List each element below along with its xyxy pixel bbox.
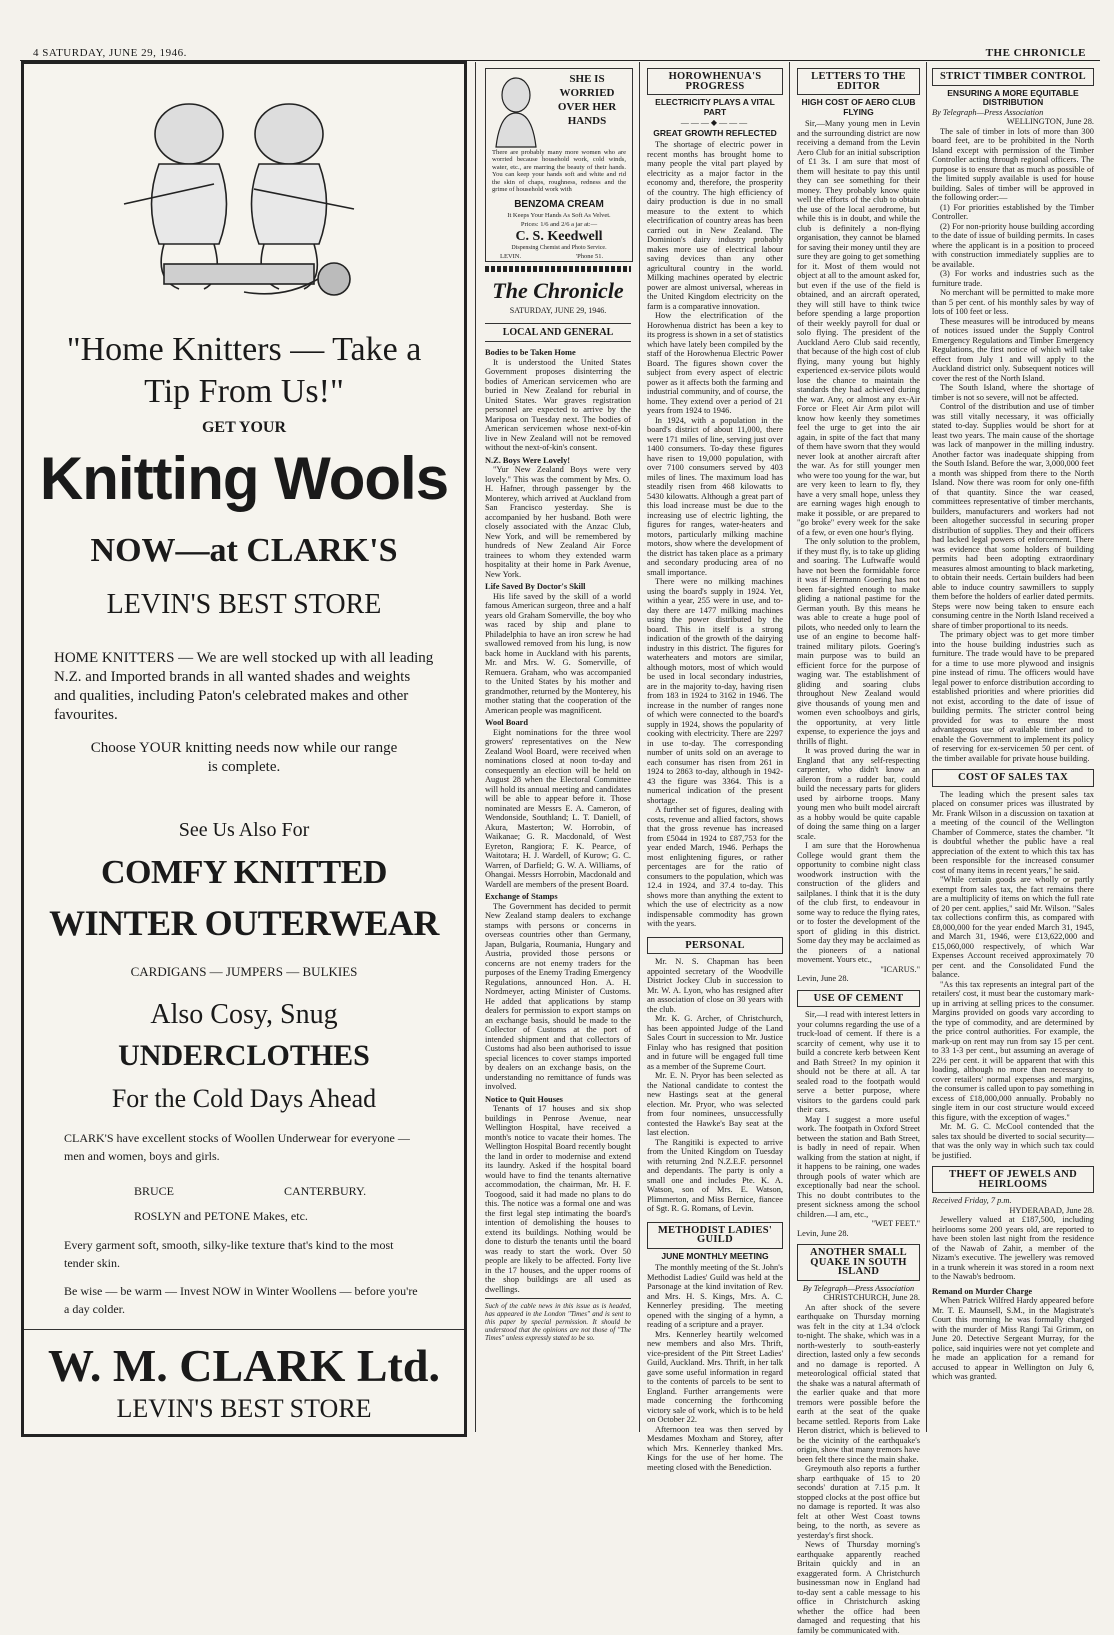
jewels-dateline: HYDERABAD, June 28.: [1009, 1205, 1094, 1215]
local-s5: Exchange of Stamps: [485, 892, 558, 901]
timber-p7: The South Island, where the shortage of timber is not so severe, will not be affected.: [932, 383, 1094, 402]
chemist-name: C. S. Keedwell: [515, 229, 603, 244]
local-p5: The Government has decided to permit New Zealand stamp dealers to exchange stamps with persons or concerns in overseas countries other than Germany, Japan, Bulgaria, Roumania, Hungary and Austria, provided those persons or concerns are not enemy traders for the purposes of the Enemy Trading Emergency Regulations, announced Hon. A. H. Nordmeyer, acting Minister of Customs. He added that applications by stamp dealers for permission to export stamps on an exchange basis, should be made to the Collector of Customs at the port of intended shipment and that collectors of Customs had also been authorised to issue special licences to cover stamps imported by dealers on an exchange basis, on the understanding no remittance of funds was involved.: [485, 901, 631, 1091]
horowhenua-title: HOROWHENUA'S PROGRESS: [647, 68, 783, 95]
knitting-wools: Knitting Wools: [39, 445, 449, 512]
col-rule-1: [475, 62, 476, 1432]
timber-column: [932, 68, 1094, 1431]
letters-p4: I am sure that the Horowhenua College would grant them the opportunity to combine night class woodwork instruction with the construction of the gliders and sailplanes. I think that it is the duty of the club first, to endeavour in some way to reduce the flying rates, or to foster the development of the sport of gliding in this district. Some day they may be acclaimed as the pioneers of a national movement. Yours etc.,: [797, 841, 920, 964]
local-s1: Bodies to be Taken Home: [485, 348, 576, 357]
horowhenua-sub2: GREAT GROWTH REFLECTED: [653, 127, 777, 138]
masthead-title: The Chronicle: [492, 278, 624, 303]
letters-column: [797, 68, 920, 1635]
timber-sub: ENSURING A MORE EQUITABLE DISTRIBUTION: [947, 87, 1079, 107]
local-s2: N.Z. Boys Were Lovely!: [485, 455, 571, 465]
letters-title: LETTERS TO THE EDITOR: [797, 68, 920, 95]
letters-signature: "ICARUS.": [880, 964, 920, 974]
advert-headline: "Home Knitters — Take a Tip From Us!": [66, 331, 422, 410]
cement-signature: "WET FEET.": [871, 1219, 920, 1228]
personal-p2: Mr. K. G. Archer, of Christchurch, has been appointed Judge of the Land Sales Court in succession to Mr. Justice Finlay who has resigned that position and in future will be engaged full time as a member of the Supreme Court.: [647, 1014, 783, 1071]
local-s3: Life Saved By Doctor's Skill: [485, 582, 586, 591]
personal-title: PERSONAL: [647, 937, 783, 955]
letters-p2: The only solution to the problem, if they must fly, is to take up gliding and soaring. The Luftwaffe would have not been the formidable force it was if Hermann Goering has not been far-sighted enough to make gliding a national pastime for the German youth. By this means he was able to create a huge pool of pilots, who needed only to learn the use of an engine to become half-trained military pilots. Goering's main purpose was to build an efficient force for the purpose of waging war. The establishment of gliding and soaring clubs throughout New Zealand would give thousands of young men and women even schoolboys and girls, the opportunity, at very little expense, to experience the joys and thrills of flight.: [797, 537, 920, 746]
cement-p1: Sir,—I read with interest letters in your columns regarding the use of a truck-load of cement. If there is a scarcity of cement, why use it to build a concrete kerb between Kent and Bath Street? In my opinion it should not be there at all. A tar sealed road to the footpath would serve a better purpose, where visitors to the gardens could park their cars.: [797, 1010, 920, 1114]
benzoma-product: BENZOMA CREAM: [514, 199, 604, 210]
quake-p1: An after shock of the severe earthquake on Thursday morning was felt in the city at 1.34 o'clock to-night. The shake, which was in a north-westerly to south-easterly direction, lasted only a few seconds and no damage is reported. A meteorological official stated that the shake was a natural aftermath of the earlier quake and that more tremors were possible before the earth at the seat of the quake became settled. Reports from Lake Heron district, which is believed to be the vicinity of the earthquake's origin, show that many tremors have been felt there since the main shake.: [797, 1302, 920, 1464]
page-folio: 4 SATURDAY, JUNE 29, 1946.: [33, 47, 187, 59]
chemist-phone: 'Phone 51.: [576, 253, 604, 260]
methodist-sub: JUNE MONTHLY MEETING: [661, 1250, 769, 1261]
comfy-knitted: COMFY KNITTED: [101, 854, 387, 891]
now-at-clarks: NOW—at CLARK'S: [90, 532, 398, 569]
timber-title: STRICT TIMBER CONTROL: [932, 68, 1094, 86]
col-rule-4: [926, 62, 927, 1432]
brand-canterbury: CANTERBURY.: [284, 1184, 367, 1198]
advert-divider: [24, 1329, 464, 1330]
letters-p1: Sir,—Many young men in Levin and the surrounding district are now receiving a demand from the Levin Aero Club for an initial subscription of £1 3s. I am sure that most of them will hesitate to pay this until they can see something for their money. They probably know quite well the efforts of the club to obtain the use of the local aerodrome, but while this is in doubt, and while the club is definitely a non-flying organisation, they cannot be blamed for saving their money until they are sure they are going to get something for it. Most of them would not object at all to the amount asked for, but even if the use of the field is obtained, and an aircraft operated, they will still have to think twice before spending a large proportion of their weekly payroll for dual or solo flying. The president of the Auckland Aero Club said recently, that because of the high cost of club flying, many young but highly experienced ex-service pilots would lose the chance to maintain the standards they had achieved during the war. Any, or almost any ex-Air Force or Fleet Air Arm pilot will know how keenly they sometimes feel the urge to get into the air again, in spite of the fact that many of them have sworn that they would never look at another aircraft after the war. As for still younger men who were too young for the war, but are very keen to learn to fly, they have a very small hope, unless they are earning wages high enough to make it possible, or are prepared to "go broke" every week for the sake of a few, or even one hour's flying.: [797, 119, 920, 537]
remand-p1: When Patrick Wilfred Hardy appeared before Mr. T. E. Maunsell, S.M., in the Magistrate's Court this morning he was formally charged with the murder of Miss Rangi Tai Grimm, on June 20. Detective Sergeant Murray, for the police, said inquiries were not yet complete and he made an application for a remand for accused to appear in Wellington on July 6, which was granted.: [932, 1296, 1094, 1381]
get-your: GET YOUR: [201, 419, 286, 436]
col-rule-2: [639, 62, 640, 1432]
horowhenua-p3: In 1924, with a population in the board's district of about 11,000, there were 171 miles of line, serving just over 1400 consumers. To-day these figures have risen to 19,000 population, with over 7100 consumers served by 403 miles of lines. The maximum load has steadily risen from 468 kilowatts to 5430 kilowatts. Although a great part of this load increase must be due to the increasing use of electric lighting, the figures for ranges, water-heaters and motors, particularly milking machine motors, show where the development of the district has taken place as a primary and secondary producing area of no small importance.: [647, 415, 783, 577]
cement-title: USE OF CEMENT: [797, 990, 920, 1008]
local-s6: Notice to Quit Houses: [485, 1094, 563, 1104]
timber-p2: (1) For priorities established by the Timber Controller.: [932, 202, 1094, 221]
brand-bruce: BRUCE: [134, 1184, 175, 1198]
horowhenua-p5: A further set of figures, dealing with costs, revenue and allied factors, shows that the gross revenue has increased from £5044 in 1924 to £87,753 for the year ended March, 1946. Perhaps the most enlightening figures, or rather percentages are for the ratio of consumers to the population, which was 12.4 in 1924, and 37.4 to-day. This shows more than anything the extent to which the use of electricity as a now indispensable commodity has grown with the years.: [647, 805, 783, 928]
jewels-title: THEFT OF JEWELS AND HEIRLOOMS: [932, 1166, 1094, 1193]
personal-p3: Mr. E. N. Pryor has been selected as the National candidate to contest the new Hastings seat at the general election. Mr. Pryor, who was selected from four nominees, unsuccessfully contested the Hawke's Bay seat at the last election.: [647, 1071, 783, 1137]
brand-roslyn: ROSLYN and PETONE Makes, etc.: [134, 1209, 308, 1223]
levins-best-store: LEVIN'S BEST STORE: [106, 589, 382, 620]
benzoma-body: There are probably many more women who are worried because household work, cold winds, water, etc., are marring the beauty of their hands. You can keep your hands soft and white and rid the skin of chaps, roughness, redness and the grime of household work with: [492, 149, 626, 194]
garment-list: CARDIGANS — JUMPERS — BULKIES: [130, 964, 358, 979]
timber-byline: By Telegraph—Press Association: [932, 107, 1044, 117]
divider-dash: ———◆———: [680, 118, 750, 127]
quake-p3: News of Thursday morning's earthquake apparently reached Britain quickly and in an exaggerated form. A Christchurch businessman now in England had to-day sent a cable message to his office in Christchurch asking whether the office had been damaged and requesting that his family be communicated with.: [797, 1540, 920, 1635]
local-s4: Wool Board: [485, 718, 529, 727]
salestax-p4: Mr. M. G. C. McCool contended that the sales tax should be diverted to social security—that was the only way in which such tax could be justified.: [932, 1122, 1094, 1160]
advert-para2: Choose YOUR knitting needs now while our range is complete.: [90, 740, 398, 775]
benzoma-l2: WORRIED: [559, 87, 615, 99]
quake-byline: By Telegraph—Press Association: [802, 1283, 915, 1293]
winter-outerwear: WINTER OUTERWEAR: [49, 903, 439, 943]
letters-p3: It was proved during the war in England that any self-respecting carpenter, who didn't know an aileron from a rudder bar, could build the necessary parts for gliders used by airborne troops. Many young men who built model aircraft as a hobby would be quite capable of doing the same thing on a larger scale.: [797, 746, 920, 841]
timber-p6: These measures will be introduced by means of notices issued under the Supply Control Emergency Regulations and Timber Emergency Regulations, the first notice of which will take effect from July 1 and will apply to the Auckland district only. Subsequent notices will cover the rest of the North Island.: [932, 316, 1094, 383]
salestax-title: COST OF SALES TAX: [932, 769, 1094, 787]
jewels-p1: Jewellery valued at £187,500, including heirlooms some 200 years old, are reported to have been stolen last night from the residence of the Nawab of Zahir, a member of the Nizam's executive. The jewellery was removed in a trunk wherein it was stored in a room next to the Nawab's bedroom.: [932, 1215, 1094, 1281]
benzoma-prices: Prices: 1/6 and 2/6 a jar at:—: [520, 221, 598, 228]
horowhenua-p4: There were no milking machines using the board's supply in 1924. Yet, within a year, 255 were in use, and to-day there are 1477 milking machines using the power distributed by the board. This in itself is a strong indication of the growth of the dairying industry in this district. The figures for waterheaters and motors are similar, although motors, most of which would be used in local secondary industries, are in the majority to-day, having risen from 183 in 1924 to 3162 in 1946. The increase in the number of ranges none of which were connected to the board's supply in 1924, shows the popularity of cooking with electricity. There are 2297 in use to-day. The corresponding number of units sold on an average to each consumer has risen from 261 in 1924 to 2863 to-day, although in 1942-43 the figure was 3364. This is a numerical indication of the present shortage.: [647, 577, 783, 805]
horowhenua-p1: The shortage of electric power in recent months has brought home to many people the vital part played by electricity as a major factor in the economy and, therefore, the prosperity of the country. The high efficiency of dairy production is due in no small measure to the extent to which electrification of country areas has been carried out in New Zealand. The Dominion's dairy industry probably makes more use of electrical labour saving devices than any other agricultural country in the world. Milking machines operated by electric power are almost universal, whereas in the United Kingdom electricity on the farm is a comparative innovation.: [647, 140, 783, 311]
methodist-p1: The monthly meeting of the St. John's Methodist Ladies' Guild was held at the Parsonage at the kind invitation of Rev. and Mrs. H. S. Kings, Mrs. A. C. Kennerley presiding. The meeting opened with the singing of a hymn, a reading of a scripture and a prayer.: [647, 1263, 783, 1329]
methodist-p2: Mrs. Kennerley heartily welcomed new members and also Mrs. Thrift, vice-president of the Pitt Street Ladies' Guild, Auckland. Mrs. Thrift, in her talk gave some useful information in regard to the contents of parcels to be sent to England. Further arrangements were made concerning the forthcoming victory sale of work, which is to be held on October 22.: [647, 1329, 783, 1424]
local-column: [485, 345, 631, 1431]
benzoma-l1: SHE IS: [569, 73, 605, 85]
local-p1: It is understood the United States Government proposes disinterring the bodies of American servicemen who are buried in New Zealand for reburial in United States. War graves registration personnel are expected to arrive by the Mariposa on Tuesday next. The bodies of American servicemen whose next-of-kin live in New Zealand will not be removed without the next-of-kin's consent.: [485, 357, 631, 452]
also-cosy: Also Cosy, Snug: [150, 999, 338, 1030]
cement-place-date: Levin, June 28.: [797, 1228, 849, 1238]
see-us-also: See Us Also For: [178, 819, 310, 841]
timber-p8: Control of the distribution and use of timber was still vitally necessary, it was officially stated to-day. Supplies would be short for at least two years. The main cause of the shortage was lack of manpower in the milling industry. Another factor was inadequate shipping from the South Island. Before the war, 3,000,000 feet a month was shipped from there to the North Island. Now there was room for only one-fifth of that quantity. Since the war ceased, committees representative of timber merchants, builders, manufacturers and workers had not been altogether successful in securing proper distribution of supplies. They and their officers had lacked legal powers of enforcement. There was evidence that some holders of building permits had been adopting extraordinary measures almost amounting to black marketing, to obtain their needs. Certain builders had been able to induce country sawmillers to supply them before the holders of earlier dated permits. Steps were now being taken to ensure each consuming centre in the North Island received a share of timber proportional to its needs.: [932, 402, 1094, 630]
every-garment: Every garment soft, smooth, silky-like texture that's kind to the most tender skin.: [64, 1238, 394, 1270]
chemist-sub: Dispensing Chemist and Photo Service.: [511, 245, 607, 251]
horowhenua-sub: ELECTRICITY PLAYS A VITAL PART: [655, 97, 775, 117]
timber-p5: No merchant will be permitted to make more than 5 per cent. of his monthly sales by way of lots of 100 feet or less.: [932, 288, 1094, 316]
timber-p4: (3) For works and industries such as the furniture trade.: [932, 269, 1094, 288]
letters-sub: HIGH COST OF AERO CLUB FLYING: [801, 97, 916, 117]
timber-p3: (2) For non-priority house building according to the date of issue of building permits. In cases where the applicant is in a position to proceed with construction immediately supplies are to be available.: [932, 221, 1094, 269]
letters-place-date: Levin, June 28.: [797, 974, 849, 983]
horowhenua-column: [647, 68, 783, 1472]
salestax-p1: The leading which the present sales tax placed on consumer prices was illustrated by Mr. Frank Wilson in a discussion on taxation at a meeting of the council of the Wellington Chamber of Commerce, states the chamber. "It is doubtful whether the public have a real appreciation of the extent to which this tax has been responsible for the increased consumer cost of many items in recent years," he said.: [932, 789, 1094, 875]
jewels-received: Received Friday, 7 p.m.: [932, 1196, 1012, 1205]
salestax-p2: "While certain goods are wholly or partly exempt from sales tax, the fact remains there are a multiplicity of items on which the full rate of 20 per cent. applies," said Mr. Wilson. "Sales tax collections confirm this, as compared with £8,000,000 for the year ended March 31, 1945, and March 31, 1946, were £13,622,000 and £15,060,000 respectively, of which War Expenses Account received approximately 70 per cent. and the Consolidated Fund the balance.: [932, 875, 1094, 979]
quake-p2: Greymouth also reports a further sharp earthquake of 15 to 20 seconds' duration at 7.15 p.m. It stopped clocks at the post office but no damage is reported. It was also felt at other West Coast towns being, to the north, as severe as yesterday's first shock.: [797, 1464, 920, 1540]
woman-portrait-illustration: [490, 73, 542, 147]
local-p4: Eight nominations for the three wool growers' representatives on the New Zealand Wool Board, were received when nominations closed at noon to-day and consequently an election will be held on August 28 when the Electoral Committee will hold its annual meeting and candidates will be able to appear before it. Those nominated are Messrs E. A. Cameron, of Wendonside, Southland; L. T. Daniell, of Akura, Masterton; W. Horrobin, of Waikanae; G. R. Macdonald, of West Eyreton, Rangiora; F. K. Pearce, of Waitotara; H. J. Wardell, of Kurow; G. C. Warren, of Darfield; G. W. A. Williams, of Ohangai. Messrs Horrobin, Macdonald and Wardell are members of the present Board.: [485, 727, 631, 889]
knitting-children-illustration: [104, 94, 374, 304]
horowhenua-p2: How the electrification of the Horowhenua district has been a key to its progress is shown in a set of statistics which have lately been compiled by the staff of the Horowhenua Electric Power Board. The figures shown cover the subject from every aspect of electric power as it affects both the farming and industrial community, and of course, the home. They extend over a period of 21 years from 1924 to 1946.: [647, 311, 783, 415]
be-wise: Be wise — be warm — Invest NOW in Winter Woollens — before you're a day colder.: [64, 1284, 418, 1316]
quake-dateline: CHRISTCHURCH, June 28.: [823, 1293, 920, 1302]
clarks-stock: CLARK'S have excellent stocks of Woollen Underwear for everyone — men and women, boys and girls.: [64, 1131, 410, 1163]
masthead-date: SATURDAY, JUNE 29, 1946.: [509, 306, 607, 315]
local-title: LOCAL AND GENERAL: [485, 323, 631, 342]
quake-title: ANOTHER SMALL QUAKE IN SOUTH ISLAND: [797, 1244, 920, 1281]
salestax-p3: "As this tax represents an integral part of the retailers' cost, it must bear the customary mark-up in arriving at selling prices to the consumer. Margins provided on goods vary according to the type of commodity, and are determined by the price control authorities. For example, the mark-up on rent may run from say 15 per cent. to 33 1-3 per cent., but assuming an average of 22½ per cent. it will be apparent that with this loading, although no more than necessary to cover retailers' normal expenses and margins, the consumer is called upon to pay something in excess of £18,000,000 annually. Probably no single item in our cost structure would exceed this figure, with the exception of wages.": [932, 979, 1094, 1122]
local-p2: "Yur New Zealand Boys were very lovely." This was the comment by Mrs. O. H. Hafner, through passenger by the Monterey, which arrived at Auckland from San Francisco yesterday. She is accompanied by her husband. Both were closely associated with the Anzac Club, New York, and will be remembered by hundreds of New Zealand Air Force trainees to whom they extended warm hospitality at their home in Park Avenue, New York.: [485, 465, 631, 579]
personal-p1: Mr. N. S. Chapman has been appointed secretary of the Woodville District Jockey Club in succession to Mr. W. A. Lyon, who has resigned after an association of close on 30 years with the club.: [647, 957, 783, 1014]
times-note: Such of the cable news in this issue as is headed, has appeared in the London "Times" and is sent to this paper by special permission. It should be understood that the opinions are not those of "The Times" unless expressly stated to be so.: [485, 1298, 631, 1342]
advert-para1: HOME KNITTERS — We are well stocked up with all leading N.Z. and Imported brands in all wanted shades and weights and qualities, including Paton's celebrated makes and other favourites.: [54, 650, 434, 723]
masthead-border-top: [485, 266, 631, 272]
masthead-short: THE CHRONICLE: [985, 47, 1086, 59]
timber-p1: The sale of timber in lots of more than 300 board feet, are to be prohibited in the North Island except with permission of the Timber Controller acting through regional officers. The purpose is to ensure that as much as possible of the limited supply available is used for house building. Sales of timber will be approved in the following order:—: [932, 126, 1094, 202]
methodist-p3: Afternoon tea was then served by Mesdames Moxham and Storey, after which Mrs. Kennerley thanked Mrs. Kings for the use of her home. The meeting closed with the Benediction.: [647, 1424, 783, 1472]
cement-p2: May I suggest a more useful work. The footpath in Oxford Street between the station and Bath Street, is badly in need of repair. When walking from the station at night, if it happens to be raining, one wades through pools of water which are exceptionally bad near the school. This no doubt contributes to the present sickness among the school children.—I am, etc.,: [797, 1114, 920, 1219]
methodist-title: METHODIST LADIES' GUILD: [647, 1222, 783, 1249]
timber-p9: The primary object was to get more timber into the house building industries such as furniture. The trade would have to be prepared for a time to use more plywood and insignis pine instead of rimu. The officers would have legal power to enforce distribution according to established priorities and where priorities did not exist, according to the date of issue of building permits. The stricter control being provided for was to ensure the most advantageous use of available timber and to enable the Government to implement its policy of reserving for ex-servicemen 50 per cent. of the timber available for private house building.: [932, 630, 1094, 763]
underclothes: UNDERCLOTHES: [118, 1039, 370, 1072]
company-name: W. M. CLARK Ltd.: [48, 1340, 440, 1391]
benzoma-l3: OVER HER: [557, 101, 617, 113]
chemist-town: LEVIN.: [500, 253, 522, 260]
local-p6: Tenants of 17 houses and six shop buildings in Penrose Avenue, near Wellington Hospital, have received a month's notice to vacate their homes. The Wellington Hospital Board recently bought the land in order to modernise and extend its laundry. Asked if the hospital board would have to find the tenants alternative accommodation, the chairman, Mr. H. F. Toogood, said it had made no plans to do this. The notice was a formal one and was the first legal step intimating the board's intention of demolishing the houses to extend its buildings. Nothing would be done to disturb the tenants until the board was ready to start the work. Over 50 people are likely to be affected. Forty live in the 17 houses, and the upper rooms of the shop buildings are all used as dwellings.: [485, 1104, 631, 1294]
personal-p4: The Rangitiki is expected to arrive from the United Kingdom on Tuesday with returning 2nd N.Z.E.F. personnel and dependants. The party is only a small one and includes Pte. K. A. Watson, son of Mrs. E. Watson, Plimmerton, and Miss Bernice, fiancee of Sgt. R. G. Romans, of Levin.: [647, 1137, 783, 1213]
remand-title: Remand on Murder Charge: [932, 1286, 1033, 1296]
benzoma-advert: [485, 68, 633, 262]
benzoma-l4: HANDS: [567, 115, 607, 127]
timber-dateline: WELLINGTON, June 28.: [1006, 117, 1094, 126]
benzoma-tagline: It Keeps Your Hands As Soft As Velvet.: [507, 212, 611, 219]
cold-days: For the Cold Days Ahead: [111, 1084, 377, 1113]
local-p3: His life saved by the skill of a world famous American surgeon, three and a half years old Graham Somerville, the boy who was raced by ship and plane to Philadelphia to have an iron screw he had swallowed removed from his lung, is now back home in Auckland with his parents, Mr. and Mrs. W. G. Somerville, of Remuera. Graham, who was accompanied to the United States by his mother and grandmother, returned by the Monterey, his mother stating that the cooperation of the American people was magnificent.: [485, 591, 631, 715]
footer-store: LEVIN'S BEST STORE: [116, 1394, 372, 1423]
col-rule-3: [789, 62, 790, 1432]
clarks-advert: [21, 61, 467, 1437]
